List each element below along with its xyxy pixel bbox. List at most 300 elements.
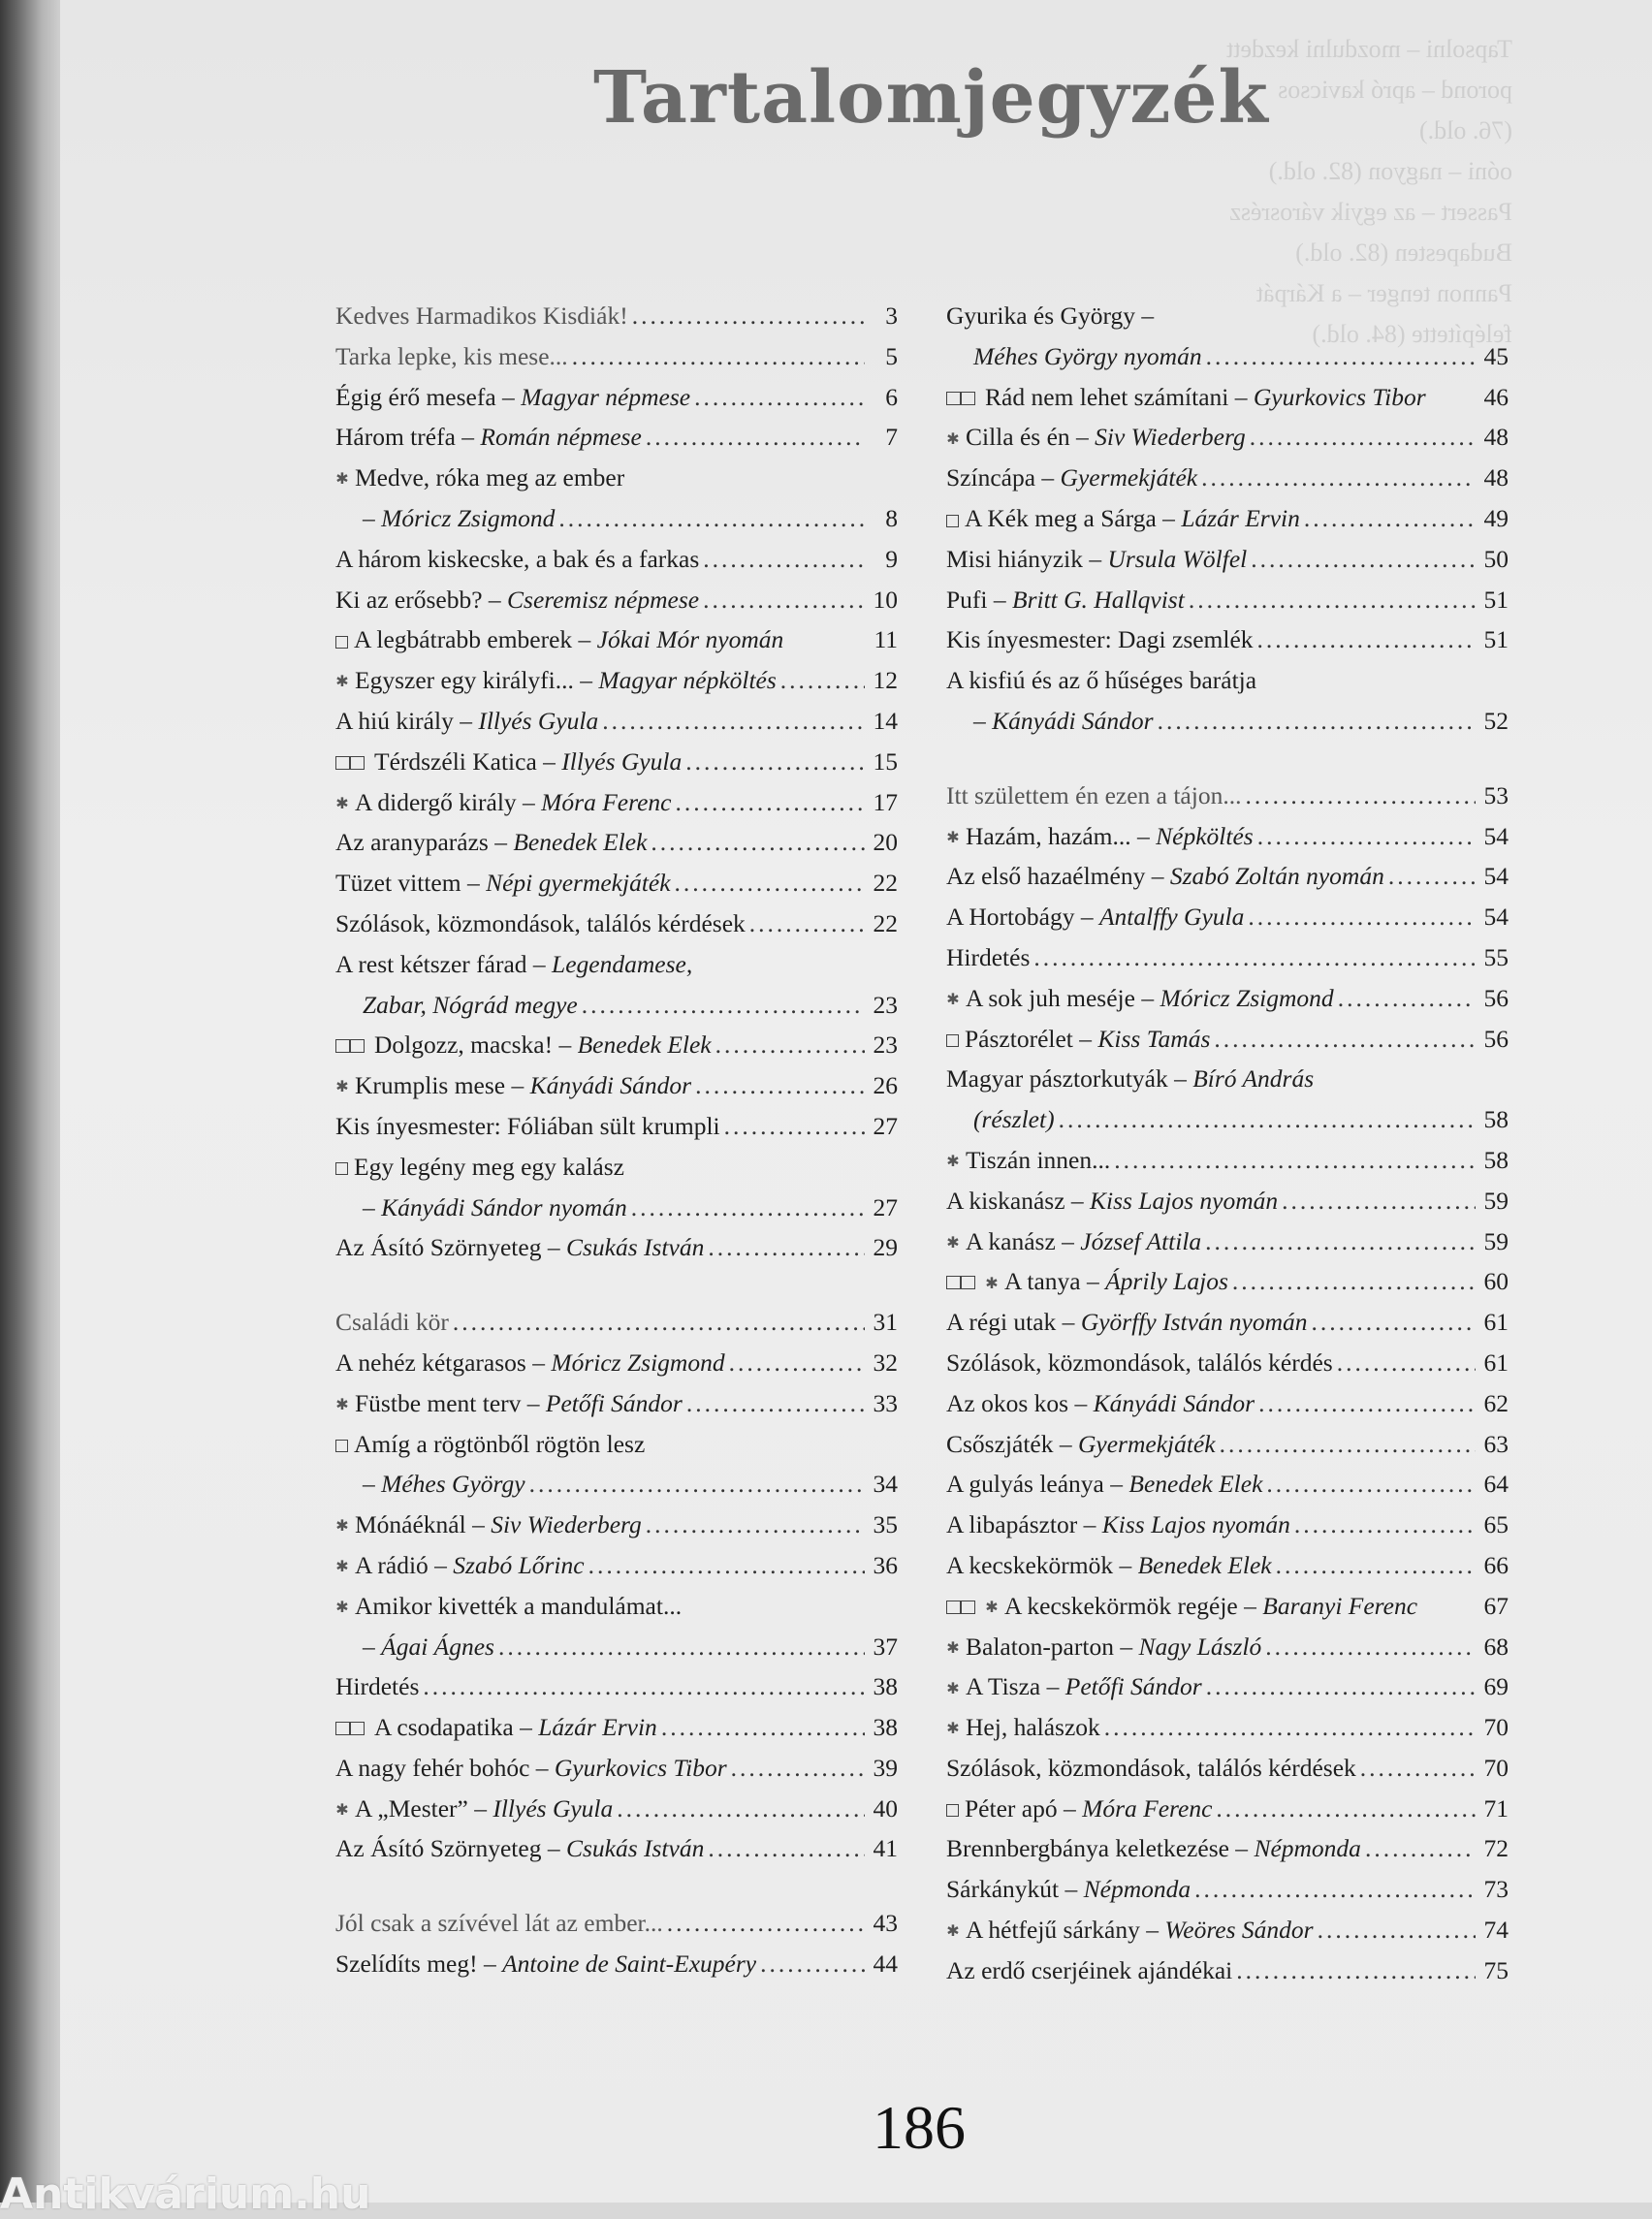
entry-text: Pásztorélet – bbox=[965, 1024, 1098, 1053]
toc-entry-title bbox=[335, 1828, 704, 1869]
entry-author: Bíró András bbox=[1192, 1064, 1315, 1094]
entry-author: Antoine de Saint-Exupéry bbox=[502, 1950, 757, 1979]
toc-entry[interactable] bbox=[946, 1505, 1509, 1545]
toc-entry[interactable] bbox=[946, 498, 1509, 539]
entry-text: Hej, halászok bbox=[966, 1713, 1100, 1742]
entry-page-number: 23 bbox=[873, 1030, 898, 1060]
toc-entry-title bbox=[946, 458, 1197, 498]
entry-page-number: 72 bbox=[1483, 1834, 1509, 1863]
star-marker-icon: ✱ bbox=[335, 1079, 349, 1096]
entry-text: Kis ínyesmester: Dagi zsemlék bbox=[946, 625, 1254, 654]
toc-entry-title bbox=[946, 776, 1241, 816]
toc-entry-title bbox=[946, 1627, 1261, 1669]
toc-entry-title bbox=[363, 985, 578, 1026]
dot-leader bbox=[588, 1545, 865, 1586]
dot-leader bbox=[572, 336, 865, 377]
entry-author: Kányádi Sándor nyomán bbox=[381, 1192, 627, 1221]
dot-leader bbox=[703, 580, 865, 620]
toc-entry[interactable] bbox=[335, 1188, 898, 1228]
toc-entry[interactable] bbox=[946, 377, 1509, 418]
entry-author: Illyés Gyula bbox=[492, 1793, 614, 1823]
entry-page-number: 46 bbox=[1483, 382, 1509, 411]
entry-page-number: 3 bbox=[885, 301, 898, 330]
square-marker-icon bbox=[946, 1034, 959, 1047]
entry-text: A nagy fehér bohóc – bbox=[335, 1753, 555, 1782]
toc-entry-title bbox=[946, 498, 1300, 539]
entry-author: Méhes György nyomán bbox=[973, 341, 1202, 370]
entry-text: Krumplis mese – bbox=[355, 1071, 530, 1100]
entry-text: Hirdetés bbox=[946, 942, 1031, 971]
entry-page-number: 48 bbox=[1483, 423, 1509, 452]
entry-page-number: 23 bbox=[873, 990, 898, 1019]
dot-leader bbox=[453, 1302, 865, 1343]
entry-page-number: 33 bbox=[873, 1388, 898, 1417]
toc-entry[interactable] bbox=[335, 619, 898, 660]
star-marker-icon: ✱ bbox=[335, 1801, 349, 1819]
entry-text: Jól csak a szívével lát az ember... bbox=[335, 1909, 663, 1938]
toc-entry[interactable] bbox=[946, 816, 1509, 857]
toc-entry[interactable] bbox=[946, 336, 1509, 377]
section-gap bbox=[946, 742, 1509, 776]
toc-entry[interactable] bbox=[946, 1828, 1509, 1869]
toc-entry[interactable] bbox=[335, 782, 898, 823]
entry-author: (részlet) bbox=[973, 1105, 1055, 1134]
entry-page-number: 58 bbox=[1483, 1105, 1509, 1134]
toc-entry-title bbox=[946, 1424, 1216, 1465]
entry-author: Lázár Ervin bbox=[1181, 503, 1300, 532]
toc-entry[interactable] bbox=[946, 1302, 1509, 1343]
dot-leader bbox=[1248, 897, 1476, 937]
toc-right-column bbox=[946, 296, 1509, 1991]
dot-leader bbox=[1158, 701, 1476, 742]
dot-leader bbox=[1266, 1464, 1476, 1505]
toc-entry-title bbox=[335, 1147, 624, 1188]
bleed-through-text: Tapsolni – mozdulni kezdett porond – apró kavicsos (76. old.) oóni – nagyon (82. old.) Passert – az egyik városrész Budapesten (82. old.) Pannon tenger – a Kárpát felépítette (84. old.) bbox=[1226, 35, 1512, 348]
star-marker-icon: ✱ bbox=[985, 1599, 999, 1616]
dot-leader bbox=[558, 498, 865, 539]
toc-entry-title bbox=[335, 1586, 682, 1629]
toc-entry-title bbox=[946, 1140, 1110, 1183]
entry-text: A rest kétszer fárad – bbox=[335, 949, 553, 978]
entry-author: Petőfi Sándor bbox=[1064, 1672, 1202, 1701]
section-gap bbox=[335, 1869, 898, 1903]
toc-entry[interactable] bbox=[335, 1025, 898, 1065]
toc-entry[interactable] bbox=[335, 1383, 898, 1424]
toc-entry[interactable] bbox=[335, 1748, 898, 1789]
entry-author: Antalffy Gyula bbox=[1098, 903, 1245, 932]
dot-leader bbox=[1214, 1019, 1476, 1060]
entry-page-number: 54 bbox=[1483, 862, 1509, 891]
toc-entry[interactable] bbox=[946, 1627, 1509, 1667]
entry-page-number: 63 bbox=[1483, 1429, 1509, 1458]
toc-entry[interactable] bbox=[946, 619, 1509, 660]
page-title: Tartalomjegyzék bbox=[593, 56, 1269, 140]
toc-entry[interactable] bbox=[946, 1464, 1509, 1505]
entry-text: A „Mester” – bbox=[355, 1793, 493, 1823]
star-marker-icon: ✱ bbox=[946, 1154, 960, 1171]
entry-text: A kecskekörmök regéje – bbox=[1004, 1591, 1263, 1620]
dot-leader bbox=[708, 1227, 865, 1268]
toc-entry[interactable] bbox=[335, 1828, 898, 1869]
entry-text: – bbox=[363, 1632, 382, 1661]
entry-text: Családi kör bbox=[335, 1308, 449, 1337]
toc-entry[interactable] bbox=[946, 580, 1509, 620]
toc-entry[interactable] bbox=[946, 1221, 1509, 1262]
toc-entry[interactable] bbox=[946, 937, 1509, 978]
dot-leader bbox=[760, 1944, 865, 1984]
toc-entry[interactable] bbox=[335, 498, 898, 539]
entry-text: Rád nem lehet számítani – bbox=[985, 382, 1254, 411]
entry-text: A hiú király – bbox=[335, 706, 479, 735]
toc-entry[interactable] bbox=[335, 1147, 898, 1188]
page-number: 186 bbox=[873, 2093, 966, 2162]
toc-section-heading[interactable] bbox=[335, 336, 898, 377]
entry-page-number: 11 bbox=[874, 625, 898, 654]
toc-entry[interactable] bbox=[946, 539, 1509, 580]
square-marker-icon bbox=[946, 515, 959, 527]
toc-entry-title bbox=[946, 978, 1334, 1021]
entry-text: Cilla és én – bbox=[966, 423, 1096, 452]
toc-entry-title bbox=[335, 1903, 663, 1944]
entry-text: A sok juh meséje – bbox=[966, 983, 1160, 1012]
entry-page-number: 14 bbox=[873, 706, 898, 735]
toc-entry[interactable] bbox=[335, 742, 898, 782]
entry-page-number: 12 bbox=[873, 666, 898, 695]
entry-page-number: 73 bbox=[1483, 1875, 1509, 1904]
entry-author: Népmonda bbox=[1254, 1834, 1361, 1863]
toc-entry-title bbox=[946, 417, 1246, 460]
dot-leader bbox=[582, 985, 865, 1026]
entry-text: A három kiskecske, a bak és a farkas bbox=[335, 544, 700, 573]
star-marker-icon: ✱ bbox=[335, 674, 349, 691]
dot-leader bbox=[423, 1666, 865, 1707]
toc-entry[interactable] bbox=[946, 417, 1509, 458]
toc-section-heading[interactable] bbox=[946, 776, 1509, 816]
toc-entry-title bbox=[335, 580, 699, 620]
entry-text: A kisfiú és az ő hűséges barátja bbox=[946, 666, 1257, 695]
entry-text: Az első hazaélmény – bbox=[946, 862, 1170, 891]
toc-entry[interactable] bbox=[335, 1627, 898, 1667]
toc-entry[interactable] bbox=[335, 1789, 898, 1829]
toc-entry[interactable] bbox=[335, 1666, 898, 1707]
square-marker-icon bbox=[335, 1162, 348, 1175]
toc-entry-title bbox=[946, 1181, 1278, 1221]
toc-entry-title bbox=[946, 296, 1154, 336]
book-icon bbox=[335, 1039, 368, 1055]
star-marker-icon: ✱ bbox=[946, 1923, 960, 1941]
entry-author: Csukás István bbox=[565, 1834, 705, 1863]
entry-page-number: 37 bbox=[873, 1632, 898, 1661]
star-marker-icon: ✱ bbox=[335, 795, 349, 812]
entry-text: A nehéz kétgarasos – bbox=[335, 1347, 552, 1377]
entry-page-number: 68 bbox=[1483, 1632, 1509, 1661]
toc-entry[interactable] bbox=[946, 1545, 1509, 1586]
entry-author: Siv Wiederberg bbox=[491, 1510, 642, 1539]
book-icon bbox=[335, 1722, 368, 1737]
entry-page-number: 41 bbox=[873, 1834, 898, 1863]
star-marker-icon: ✱ bbox=[335, 1599, 349, 1616]
toc-entry[interactable] bbox=[946, 1950, 1509, 1991]
toc-entry[interactable] bbox=[335, 1586, 898, 1627]
entry-text: A tanya – bbox=[1004, 1267, 1106, 1296]
toc-entry[interactable] bbox=[335, 863, 898, 903]
entry-text: Péter apó – bbox=[965, 1793, 1083, 1823]
toc-entry[interactable] bbox=[946, 660, 1509, 701]
entry-page-number: 8 bbox=[885, 503, 898, 532]
entry-text: A legbátrabb emberek – bbox=[354, 625, 597, 654]
entry-author: Népköltés bbox=[1156, 821, 1254, 850]
toc-entry[interactable] bbox=[946, 296, 1509, 336]
toc-left-column bbox=[335, 296, 898, 1984]
entry-text: Szelídíts meg! – bbox=[335, 1950, 503, 1979]
toc-entry-title bbox=[946, 1302, 1308, 1343]
entry-text: Kis ínyesmester: Fóliában sült krumpli bbox=[335, 1111, 720, 1140]
entry-author: Benedek Elek bbox=[577, 1030, 712, 1060]
entry-text: Az Ásító Szörnyeteg – bbox=[335, 1834, 566, 1863]
entry-author: József Attila bbox=[1080, 1226, 1202, 1255]
entry-text: Füstbe ment terv – bbox=[355, 1388, 546, 1417]
dot-leader bbox=[631, 1188, 865, 1228]
toc-entry-title bbox=[946, 1869, 1191, 1910]
entry-page-number: 56 bbox=[1483, 983, 1509, 1012]
dot-leader bbox=[686, 1383, 865, 1424]
toc-entry[interactable] bbox=[335, 701, 898, 742]
entry-text: Az aranyparázs – bbox=[335, 828, 514, 857]
entry-page-number: 15 bbox=[873, 746, 898, 776]
entry-author: Ursula Wölfel bbox=[1107, 544, 1248, 573]
dot-leader bbox=[1318, 1910, 1476, 1950]
star-marker-icon: ✱ bbox=[946, 1639, 960, 1657]
entry-author: Illyés Gyula bbox=[478, 706, 599, 735]
entry-author: Petőfi Sándor bbox=[545, 1388, 683, 1417]
entry-page-number: 10 bbox=[873, 585, 898, 614]
toc-section-heading[interactable] bbox=[335, 1302, 898, 1343]
dot-leader bbox=[708, 1828, 865, 1869]
entry-text: Hirdetés bbox=[335, 1672, 420, 1701]
entry-text: Szólások, közmondások, találós kérdés bbox=[946, 1347, 1333, 1377]
entry-author: Csukás István bbox=[565, 1233, 705, 1262]
toc-entry-title bbox=[946, 1545, 1272, 1586]
entry-text: Az Ásító Szörnyeteg – bbox=[335, 1233, 566, 1262]
entry-text: A Hortobágy – bbox=[946, 903, 1099, 932]
toc-entry[interactable] bbox=[946, 1343, 1509, 1383]
entry-text: A libapásztor – bbox=[946, 1510, 1102, 1539]
toc-entry-title bbox=[946, 377, 1426, 418]
toc-entry[interactable] bbox=[946, 897, 1509, 937]
toc-entry-title bbox=[335, 742, 682, 782]
entry-text: A didergő király – bbox=[355, 787, 542, 816]
entry-page-number: 54 bbox=[1483, 821, 1509, 850]
entry-page-number: 64 bbox=[1483, 1470, 1509, 1499]
toc-entry[interactable] bbox=[946, 1181, 1509, 1221]
entry-text: Tiszán innen... bbox=[966, 1145, 1111, 1174]
dot-leader bbox=[729, 1343, 865, 1383]
entry-author: Méhes György bbox=[381, 1470, 525, 1499]
entry-page-number: 69 bbox=[1483, 1672, 1509, 1701]
entry-text: Színcápa – bbox=[946, 463, 1061, 492]
dot-leader bbox=[1206, 336, 1476, 377]
dot-leader bbox=[1257, 816, 1476, 857]
toc-entry-title bbox=[335, 1343, 725, 1383]
toc-entry[interactable] bbox=[335, 458, 898, 498]
toc-entry[interactable] bbox=[335, 539, 898, 580]
toc-entry[interactable] bbox=[335, 1424, 898, 1465]
toc-entry[interactable] bbox=[946, 856, 1509, 897]
entry-page-number: 20 bbox=[873, 828, 898, 857]
toc-entry-title bbox=[335, 782, 671, 825]
square-marker-icon bbox=[946, 1804, 959, 1817]
toc-entry[interactable] bbox=[335, 1944, 898, 1984]
toc-entry[interactable] bbox=[335, 1227, 898, 1268]
entry-page-number: 7 bbox=[885, 423, 898, 452]
toc-entry-title bbox=[335, 944, 692, 985]
entry-author: Móricz Zsigmond bbox=[381, 503, 556, 532]
toc-entry[interactable] bbox=[946, 1910, 1509, 1950]
toc-entry-title bbox=[335, 660, 777, 703]
toc-entry[interactable] bbox=[335, 1343, 898, 1383]
dot-leader bbox=[1265, 1627, 1476, 1667]
toc-entry-title bbox=[363, 498, 555, 539]
entry-page-number: 65 bbox=[1483, 1510, 1509, 1539]
entry-author: Népi gyermekjáték bbox=[486, 869, 671, 898]
entry-text: – bbox=[973, 706, 993, 735]
entry-author: Györffy István nyomán bbox=[1080, 1308, 1308, 1337]
toc-entry[interactable] bbox=[335, 580, 898, 620]
toc-entry[interactable] bbox=[335, 1464, 898, 1505]
toc-entry[interactable] bbox=[335, 377, 898, 418]
toc-entry[interactable] bbox=[335, 417, 898, 458]
entry-page-number: 27 bbox=[873, 1111, 898, 1140]
toc-entry[interactable] bbox=[946, 1383, 1509, 1424]
toc-entry[interactable] bbox=[946, 1586, 1509, 1627]
entry-page-number: 61 bbox=[1483, 1308, 1509, 1337]
star-marker-icon: ✱ bbox=[335, 471, 349, 489]
toc-entry[interactable] bbox=[335, 1106, 898, 1147]
toc-entry-title bbox=[335, 1666, 419, 1707]
entry-author: Gyurkovics Tibor bbox=[1253, 382, 1426, 411]
toc-entry[interactable] bbox=[946, 1261, 1509, 1302]
entry-page-number: 54 bbox=[1483, 903, 1509, 932]
entry-author: Móricz Zsigmond bbox=[551, 1347, 725, 1377]
star-marker-icon: ✱ bbox=[946, 829, 960, 846]
dot-leader bbox=[1388, 856, 1476, 897]
entry-page-number: 75 bbox=[1483, 1955, 1509, 1984]
toc-entry[interactable] bbox=[946, 458, 1509, 498]
toc-section-heading[interactable] bbox=[335, 296, 898, 336]
toc-entry[interactable] bbox=[335, 1707, 898, 1748]
toc-entry[interactable] bbox=[946, 1019, 1509, 1060]
toc-entry-title bbox=[973, 336, 1202, 377]
entry-text: A régi utak – bbox=[946, 1308, 1081, 1337]
toc-entry[interactable] bbox=[946, 978, 1509, 1019]
toc-entry-title bbox=[946, 1343, 1333, 1383]
dot-leader bbox=[703, 539, 865, 580]
entry-author: Kányádi Sándor bbox=[1093, 1388, 1255, 1417]
entry-page-number: 31 bbox=[873, 1308, 898, 1337]
toc-entry[interactable] bbox=[946, 1099, 1509, 1140]
dot-leader bbox=[1245, 776, 1476, 816]
toc-entry[interactable] bbox=[946, 1789, 1509, 1829]
toc-entry[interactable] bbox=[335, 822, 898, 863]
toc-entry[interactable] bbox=[335, 1545, 898, 1586]
toc-entry[interactable] bbox=[946, 1707, 1509, 1748]
toc-entry-title bbox=[363, 1464, 525, 1505]
toc-entry-title bbox=[946, 856, 1384, 897]
entry-page-number: 36 bbox=[873, 1550, 898, 1579]
toc-entry-title bbox=[946, 1707, 1100, 1750]
star-marker-icon: ✱ bbox=[335, 1559, 349, 1576]
dot-leader bbox=[1033, 937, 1476, 978]
star-marker-icon: ✱ bbox=[946, 1721, 960, 1738]
toc-entry-title bbox=[363, 1188, 627, 1228]
toc-entry[interactable] bbox=[946, 1140, 1509, 1181]
toc-entry-title bbox=[335, 458, 624, 500]
toc-entry[interactable] bbox=[946, 1869, 1509, 1910]
entry-page-number: 48 bbox=[1483, 463, 1509, 492]
toc-entry-title bbox=[335, 1106, 720, 1147]
dot-leader bbox=[1104, 1707, 1476, 1748]
toc-entry[interactable] bbox=[335, 660, 898, 701]
toc-entry[interactable] bbox=[946, 1666, 1509, 1707]
entry-page-number: 51 bbox=[1483, 585, 1509, 614]
toc-entry-title bbox=[946, 580, 1185, 620]
entry-author: Gyermekjáték bbox=[1060, 463, 1198, 492]
entry-page-number: 53 bbox=[1483, 780, 1509, 809]
toc-entry[interactable] bbox=[335, 1065, 898, 1106]
dot-leader bbox=[1338, 978, 1476, 1019]
entry-text: Tarka lepke, kis mese... bbox=[335, 341, 568, 370]
toc-entry[interactable] bbox=[335, 985, 898, 1026]
dot-leader bbox=[1337, 1343, 1476, 1383]
toc-entry[interactable] bbox=[946, 1059, 1509, 1099]
entry-author: Kiss Tamás bbox=[1097, 1024, 1211, 1053]
toc-entry-title bbox=[946, 1019, 1210, 1060]
entry-page-number: 71 bbox=[1483, 1793, 1509, 1823]
entry-text: Az okos kos – bbox=[946, 1388, 1094, 1417]
entry-text: A rádió – bbox=[355, 1550, 454, 1579]
entry-author: Móra Ferenc bbox=[541, 787, 672, 816]
book-spine bbox=[0, 0, 60, 2203]
entry-page-number: 43 bbox=[873, 1909, 898, 1938]
toc-entry[interactable] bbox=[335, 944, 898, 985]
toc-entry-title bbox=[946, 1586, 1417, 1629]
entry-text: A gulyás leánya – bbox=[946, 1470, 1129, 1499]
toc-entry[interactable] bbox=[946, 1424, 1509, 1465]
toc-entry[interactable] bbox=[335, 903, 898, 944]
entry-page-number: 22 bbox=[873, 908, 898, 937]
dot-leader bbox=[1216, 1789, 1476, 1829]
entry-page-number: 49 bbox=[1483, 503, 1509, 532]
dot-leader bbox=[1201, 458, 1476, 498]
dot-leader bbox=[1236, 1950, 1476, 1991]
entry-page-number: 52 bbox=[1483, 706, 1509, 735]
entry-text: Mónáéknál – bbox=[355, 1510, 492, 1539]
toc-entry[interactable] bbox=[946, 1748, 1509, 1789]
dot-leader bbox=[1220, 1424, 1476, 1465]
toc-entry[interactable] bbox=[946, 701, 1509, 742]
entry-page-number: 29 bbox=[873, 1233, 898, 1262]
toc-entry-title bbox=[335, 1065, 691, 1108]
toc-section-heading[interactable] bbox=[335, 1903, 898, 1944]
toc-entry[interactable] bbox=[335, 1505, 898, 1545]
toc-entry-title bbox=[946, 1464, 1262, 1505]
toc-entry-title bbox=[335, 539, 699, 580]
entry-author: Kiss Lajos nyomán bbox=[1090, 1186, 1279, 1215]
dot-leader bbox=[715, 1025, 865, 1065]
square-marker-icon bbox=[335, 1440, 348, 1452]
dot-leader bbox=[1205, 1221, 1476, 1262]
entry-text: Egy legény meg egy kalász bbox=[354, 1152, 624, 1181]
